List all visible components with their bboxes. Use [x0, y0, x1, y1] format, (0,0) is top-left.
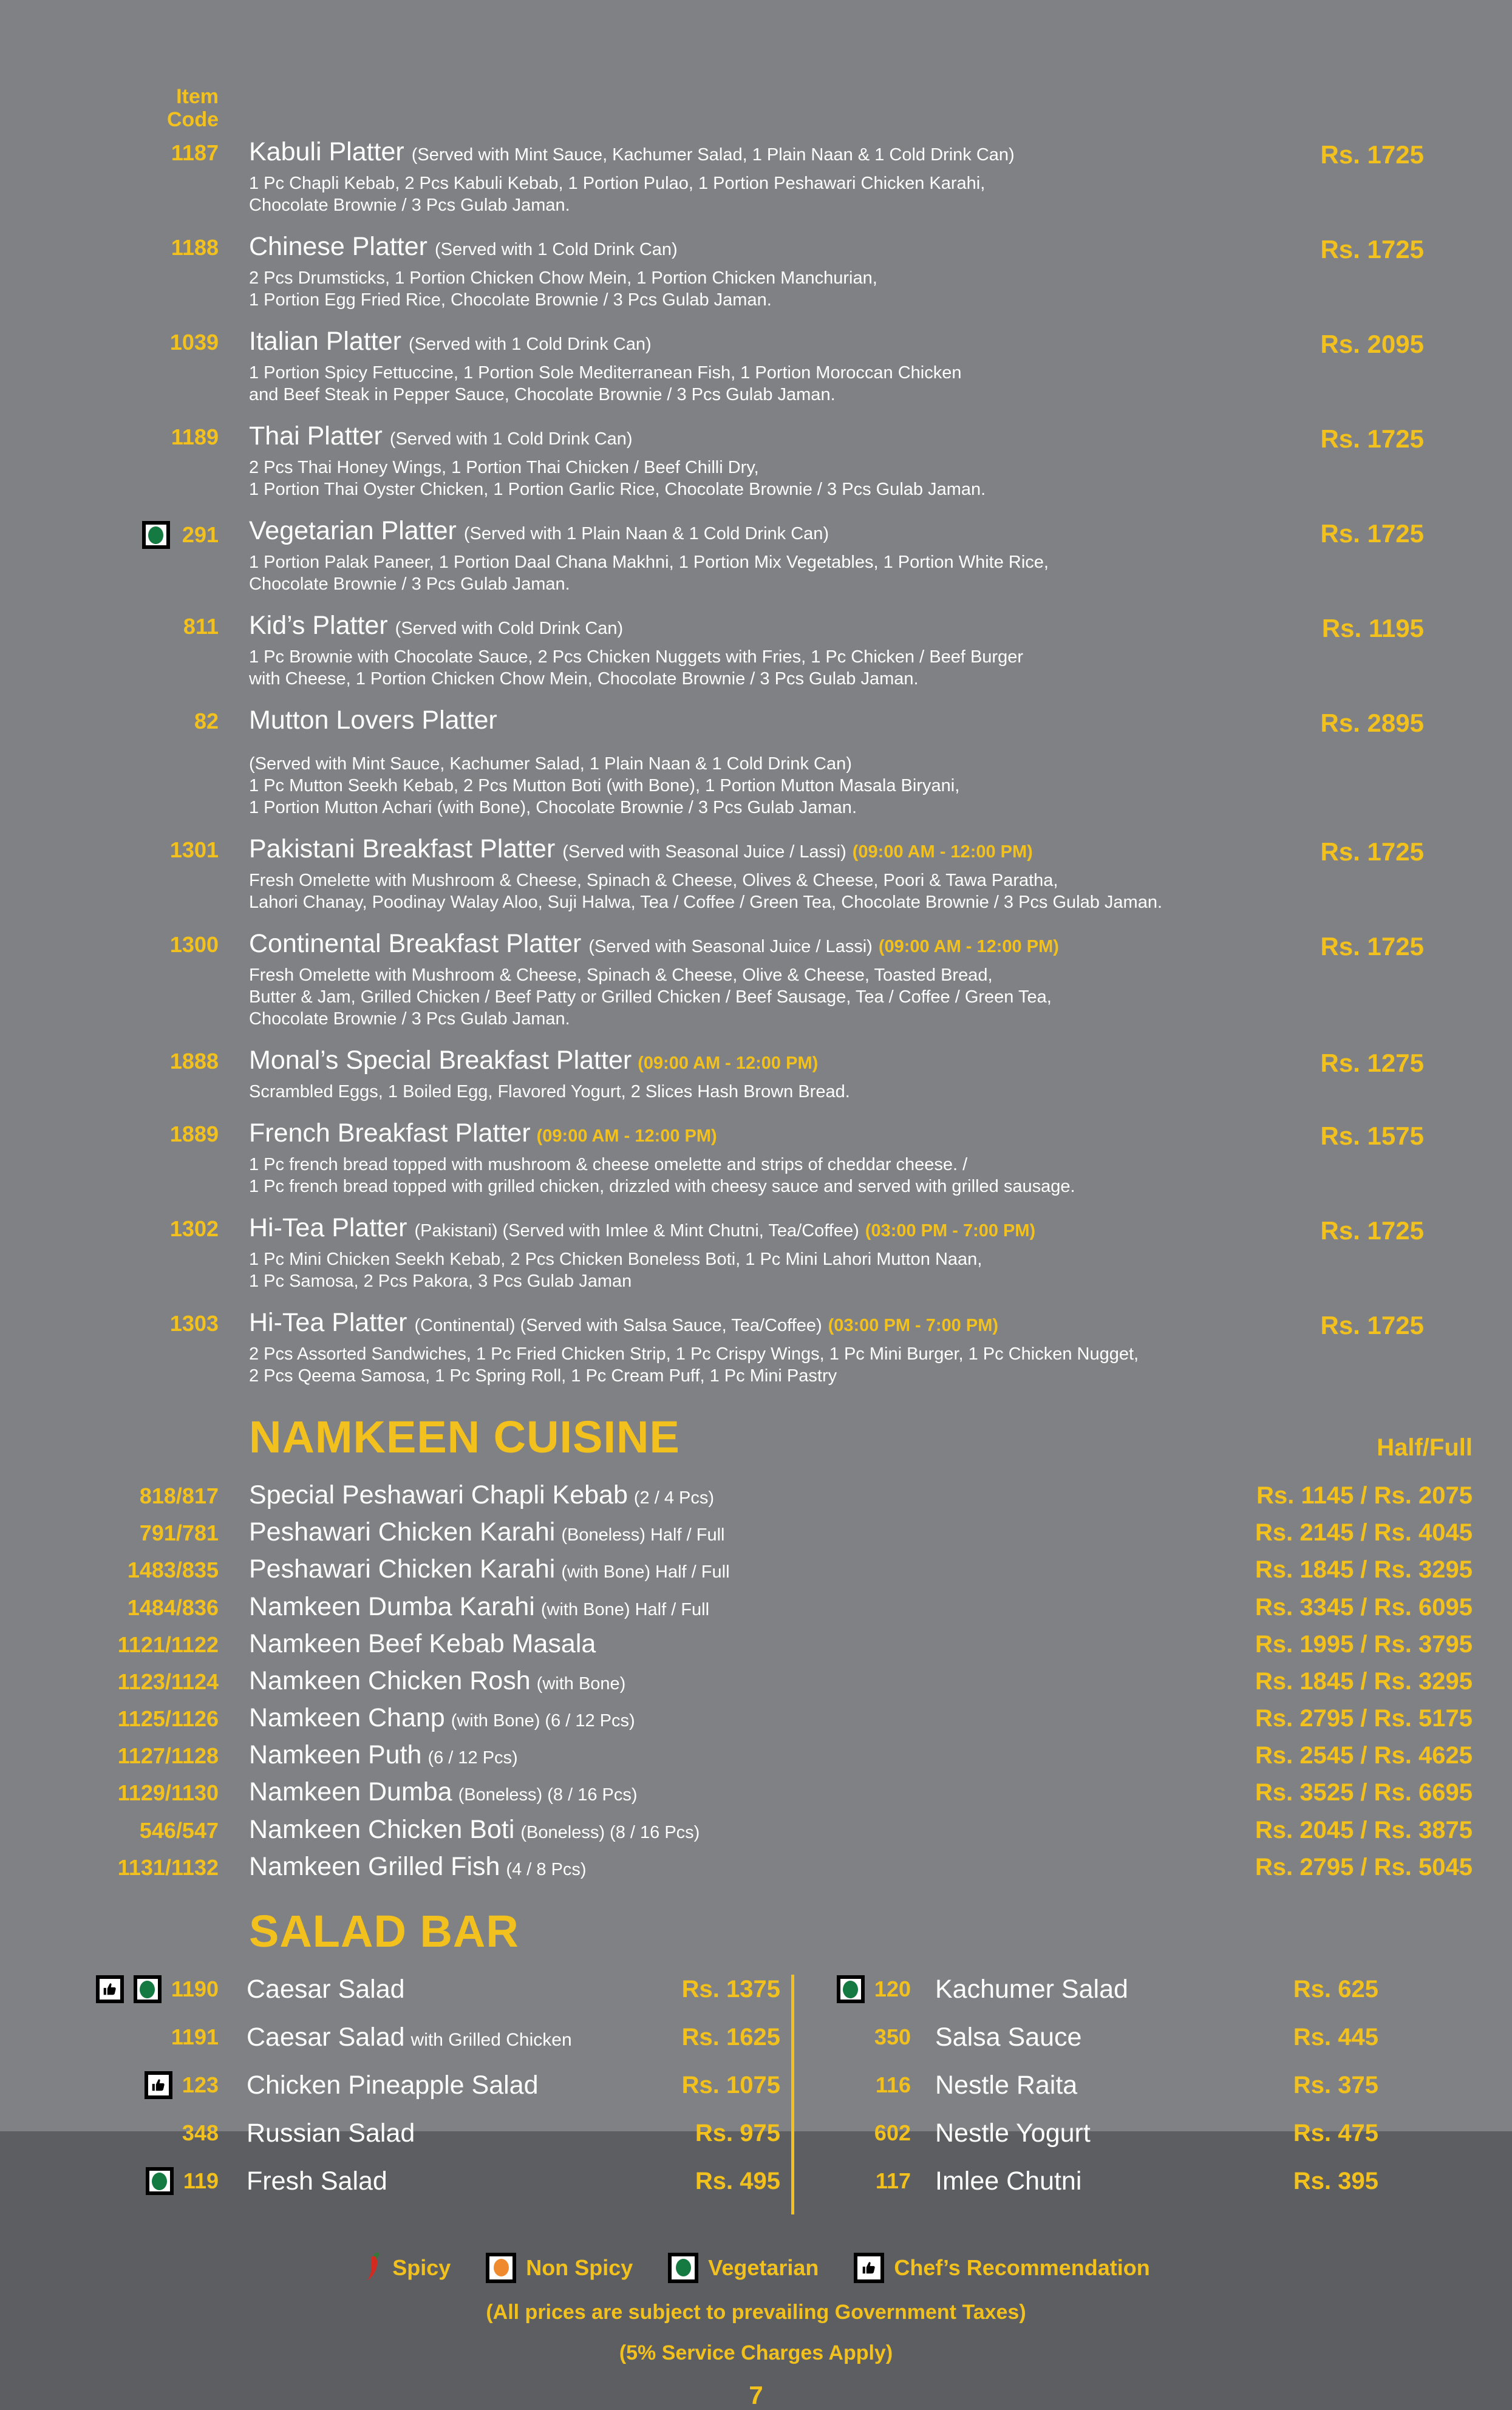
item-title: Continental Breakfast Platter — [249, 929, 582, 959]
item-title: Caesar Salad — [247, 1974, 405, 2004]
item-desc: 2 Pcs Qeema Samosa, 1 Pc Spring Roll, 1 Pc Cream Puff, 1 Pc Mini Pastry — [249, 1366, 837, 1386]
item-code: 1131/1132 — [117, 1854, 219, 1880]
item-qualifier: (2 / 4 Pcs) — [633, 1488, 715, 1508]
item-desc: 1 Pc Mini Chicken Seekh Kebab, 2 Pcs Chicken Boneless Boti, 1 Pc Mini Lahori Mutton Naan, — [249, 1250, 982, 1270]
item-desc: Fresh Omelette with Mushroom & Cheese, Spinach & Cheese, Olives & Cheese, Poori & Tawa Paratha, — [249, 871, 1058, 891]
vegetarian-icon — [142, 521, 170, 549]
menu-item-row — [36, 1308, 1424, 1387]
item-serving: (Served with Cold Drink Can) — [395, 619, 624, 639]
item-price: Rs. 2795 / Rs. 5175 — [1255, 1705, 1473, 1732]
item-desc: 1 Pc Mutton Seekh Kebab, 2 Pcs Mutton Boti (with Bone), 1 Portion Mutton Masala Biryani, — [249, 776, 960, 796]
namkeen-row — [36, 1666, 1473, 1695]
item-code: 350 — [874, 2024, 911, 2050]
namkeen-row — [36, 1554, 1473, 1584]
item-code: 1123/1124 — [117, 1669, 219, 1694]
item-qualifier: (with Bone) (6 / 12 Pcs) — [451, 1711, 635, 1731]
item-code: 1121/1122 — [117, 1632, 219, 1657]
item-price: Rs. 3525 / Rs. 6695 — [1255, 1779, 1473, 1806]
salad-row — [814, 2023, 1378, 2052]
item-title: Namkeen Beef Kebab Masala — [249, 1629, 596, 1658]
item-title: Fresh Salad — [247, 2166, 387, 2196]
item-title: Nestle Raita — [935, 2070, 1078, 2100]
legend-vegetarian-label: Vegetarian — [708, 2255, 819, 2280]
legend-chef — [854, 2253, 1149, 2283]
menu-item-row — [36, 1118, 1424, 1197]
item-code: 1301 — [169, 837, 219, 863]
item-qualifier: (4 / 8 Pcs) — [506, 1859, 587, 1879]
item-code: 1125/1126 — [117, 1706, 219, 1732]
item-code: 1191 — [171, 2024, 219, 2050]
item-title: Peshawari Chicken Karahi — [249, 1554, 556, 1584]
item-code: 119 — [183, 2168, 219, 2194]
item-desc: Chocolate Brownie / 3 Pcs Gulab Jaman. — [249, 1009, 570, 1029]
item-title: Namkeen Chicken Rosh — [249, 1666, 531, 1695]
vegetarian-icon — [134, 1975, 162, 2003]
item-code: 1484/836 — [127, 1595, 219, 1620]
item-serving: (Served with 1 Cold Drink Can) — [408, 335, 652, 355]
half-full-label: Half/Full — [1377, 1434, 1473, 1462]
item-price: Rs. 1375 — [681, 1975, 780, 2003]
item-price: Rs. 2895 — [1320, 709, 1424, 738]
item-price: Rs. 445 — [1293, 2023, 1378, 2051]
item-title: French Breakfast Platter — [249, 1118, 531, 1148]
menu-item-row — [36, 232, 1424, 311]
salad-left-column — [36, 1975, 794, 2214]
salad-row — [814, 1975, 1378, 2004]
salad-bar-title: SALAD BAR — [249, 1905, 519, 1956]
item-title: Italian Platter — [249, 327, 401, 356]
tax-note: (All prices are subject to prevailing Government Taxes) — [486, 2300, 1026, 2324]
item-price: Rs. 3345 / Rs. 6095 — [1255, 1593, 1473, 1621]
item-code: 1303 — [169, 1311, 219, 1336]
menu-item-row — [36, 929, 1424, 1030]
item-qualifier: with Grilled Chicken — [410, 2029, 572, 2050]
namkeen-row — [36, 1703, 1473, 1732]
item-code: 602 — [874, 2120, 911, 2146]
item-price: Rs. 1725 — [1320, 140, 1424, 169]
item-serving: (Served with Seasonal Juice / Lassi) — [588, 937, 873, 957]
item-serving: (Served with 1 Cold Drink Can) — [435, 240, 678, 260]
item-title: Imlee Chutni — [935, 2166, 1082, 2196]
item-code: 546/547 — [139, 1817, 219, 1843]
item-code: 1187 — [171, 140, 219, 166]
item-price: Rs. 1845 / Rs. 3295 — [1255, 1556, 1473, 1584]
item-title: Hi-Tea Platter — [249, 1308, 407, 1338]
item-code: 1127/1128 — [117, 1743, 219, 1769]
namkeen-row — [36, 1517, 1473, 1547]
item-title: Special Peshawari Chapli Kebab — [249, 1480, 628, 1510]
menu-item-row — [36, 137, 1424, 216]
item-title: Namkeen Grilled Fish — [249, 1851, 500, 1881]
item-desc: 1 Portion Mutton Achari (with Bone), Chocolate Brownie / 3 Pcs Gulab Jaman. — [249, 798, 857, 818]
legend-non-spicy — [486, 2253, 633, 2283]
spicy-chili-icon — [362, 2252, 383, 2284]
item-code: 116 — [875, 2072, 911, 2098]
item-desc: Butter & Jam, Grilled Chicken / Beef Patty or Grilled Chicken / Beef Sausage, Tea / Coffee / Green Tea, — [249, 987, 1052, 1007]
item-qualifier: (Boneless) (8 / 16 Pcs) — [458, 1785, 638, 1805]
item-code-header-line2: Code — [167, 108, 219, 132]
item-price: Rs. 1725 — [1320, 424, 1424, 454]
menu-item-row — [36, 706, 1424, 819]
namkeen-section-header — [36, 1412, 1473, 1463]
namkeen-row — [36, 1852, 1473, 1881]
item-price: Rs. 495 — [695, 2167, 780, 2194]
item-price: Rs. 2095 — [1320, 330, 1424, 359]
legend-vegetarian — [668, 2253, 819, 2283]
item-code: 791/781 — [139, 1520, 219, 1546]
item-desc: 1 Portion Egg Fried Rice, Chocolate Brownie / 3 Pcs Gulab Jaman. — [249, 290, 772, 310]
item-title: Chicken Pineapple Salad — [247, 2070, 539, 2100]
item-price: Rs. 1075 — [681, 2071, 780, 2099]
item-desc: 1 Portion Spicy Fettuccine, 1 Portion Sole Mediterranean Fish, 1 Portion Moroccan Chicken — [249, 363, 962, 383]
item-time: (03:00 PM - 7:00 PM) — [828, 1316, 999, 1336]
item-price: Rs. 1575 — [1320, 1122, 1424, 1151]
item-desc: 2 Pcs Thai Honey Wings, 1 Portion Thai Chicken / Beef Chilli Dry, — [249, 458, 759, 478]
item-desc: Chocolate Brownie / 3 Pcs Gulab Jaman. — [249, 574, 570, 594]
legend-non-spicy-label: Non Spicy — [526, 2255, 633, 2280]
item-price: Rs. 475 — [1293, 2119, 1378, 2146]
item-price: Rs. 2145 / Rs. 4045 — [1255, 1519, 1473, 1547]
item-title: Vegetarian Platter — [249, 516, 457, 546]
legend — [0, 2252, 1512, 2284]
salad-row — [36, 1975, 780, 2004]
namkeen-title: NAMKEEN CUISINE — [249, 1412, 680, 1463]
item-desc: and Beef Steak in Pepper Sauce, Chocolate Brownie / 3 Pcs Gulab Jaman. — [249, 385, 836, 405]
item-price: Rs. 1725 — [1320, 519, 1424, 548]
item-serving: (Served with Mint Sauce, Kachumer Salad, 1 Plain Naan & 1 Cold Drink Can) — [249, 754, 852, 774]
item-title: Kid’s Platter — [249, 611, 388, 641]
item-time: (09:00 AM - 12:00 PM) — [638, 1054, 819, 1074]
item-code-header-line1: Item — [176, 85, 219, 108]
salad-bar-columns — [36, 1975, 1378, 2214]
item-price: Rs. 1725 — [1320, 932, 1424, 961]
item-desc: with Cheese, 1 Portion Chicken Chow Mein, Chocolate Brownie / 3 Pcs Gulab Jaman. — [249, 669, 919, 689]
item-code: 811 — [183, 614, 219, 639]
item-price: Rs. 1725 — [1320, 837, 1424, 866]
item-serving: (Continental) (Served with Salsa Sauce, Tea/Coffee) — [414, 1316, 822, 1336]
item-qualifier: (with Bone) — [536, 1673, 626, 1693]
namkeen-row — [36, 1740, 1473, 1769]
item-qualifier: (with Bone) Half / Full — [561, 1562, 730, 1582]
item-price: Rs. 375 — [1293, 2071, 1378, 2099]
item-desc: 2 Pcs Drumsticks, 1 Portion Chicken Chow Mein, 1 Portion Chicken Manchurian, — [249, 268, 877, 288]
menu-item-row — [36, 611, 1424, 690]
item-code: 1188 — [171, 235, 219, 260]
item-title: Salsa Sauce — [935, 2022, 1082, 2052]
item-desc: Fresh Omelette with Mushroom & Cheese, Spinach & Cheese, Olive & Cheese, Toasted Bread, — [249, 965, 993, 985]
legend-chef-label: Chef’s Recommendation — [894, 2255, 1150, 2280]
item-serving: (Served with Mint Sauce, Kachumer Salad, 1 Plain Naan & 1 Cold Drink Can) — [411, 145, 1015, 165]
item-code: 1190 — [171, 1976, 219, 2002]
item-desc: 1 Pc Brownie with Chocolate Sauce, 2 Pcs Chicken Nuggets with Fries, 1 Pc Chicken / Beef Burger — [249, 647, 1023, 667]
menu-item-row — [36, 327, 1424, 406]
item-code: 82 — [194, 709, 219, 734]
item-desc: 1 Pc Chapli Kebab, 2 Pcs Kabuli Kebab, 1 Portion Pulao, 1 Portion Peshawari Chicken Karahi, — [249, 174, 986, 194]
item-desc: 1 Pc Samosa, 2 Pcs Pakora, 3 Pcs Gulab Jaman — [249, 1271, 632, 1292]
item-title: Pakistani Breakfast Platter — [249, 834, 556, 864]
item-serving: (Pakistani) (Served with Imlee & Mint Chutni, Tea/Coffee) — [414, 1221, 859, 1241]
item-desc: 1 Pc french bread topped with mushroom & cheese omelette and strips of cheddar cheese. / — [249, 1155, 968, 1175]
item-title: Hi-Tea Platter — [249, 1213, 407, 1243]
item-serving: (Served with 1 Cold Drink Can) — [389, 429, 633, 449]
non-spicy-icon — [486, 2253, 516, 2283]
item-price: Rs. 1275 — [1320, 1049, 1424, 1078]
item-code: 117 — [875, 2168, 911, 2194]
item-time: (09:00 AM - 12:00 PM) — [536, 1126, 717, 1146]
item-title: Namkeen Dumba — [249, 1777, 452, 1807]
page-number: 7 — [749, 2380, 763, 2409]
item-code: 291 — [182, 522, 219, 548]
item-code: 348 — [182, 2120, 219, 2146]
salad-row — [36, 2119, 780, 2148]
legend-spicy-label: Spicy — [392, 2255, 451, 2280]
item-price: Rs. 1725 — [1320, 235, 1424, 264]
item-price: Rs. 1145 / Rs. 2075 — [1256, 1482, 1473, 1510]
item-desc: 1 Portion Thai Oyster Chicken, 1 Portion Garlic Rice, Chocolate Brownie / 3 Pcs Gulab Jaman. — [249, 480, 986, 500]
item-price: Rs. 395 — [1293, 2167, 1378, 2194]
vegetarian-icon — [837, 1975, 865, 2003]
item-price: Rs. 2045 / Rs. 3875 — [1255, 1816, 1473, 1843]
item-price: Rs. 1725 — [1320, 1216, 1424, 1245]
item-desc: Chocolate Brownie / 3 Pcs Gulab Jaman. — [249, 196, 570, 216]
vegetarian-icon — [668, 2253, 698, 2283]
item-code: 1889 — [169, 1122, 219, 1147]
salad-row — [36, 2167, 780, 2196]
menu-item-row — [36, 1046, 1424, 1103]
salad-row — [814, 2071, 1378, 2100]
item-title: Namkeen Puth — [249, 1740, 422, 1770]
salad-row — [36, 2071, 780, 2100]
item-desc: 2 Pcs Assorted Sandwiches, 1 Pc Fried Chicken Strip, 1 Pc Crispy Wings, 1 Pc Mini Burger, 1 Pc Chicken Nugget, — [249, 1344, 1139, 1364]
namkeen-row — [36, 1815, 1473, 1844]
item-code: 818/817 — [139, 1483, 219, 1509]
item-price: Rs. 2795 / Rs. 5045 — [1255, 1853, 1473, 1881]
legend-spicy — [362, 2252, 451, 2284]
item-code: 120 — [874, 1976, 911, 2002]
namkeen-row — [36, 1480, 1473, 1510]
salad-row — [814, 2119, 1378, 2148]
service-charge-note: (5% Service Charges Apply) — [619, 2341, 893, 2364]
item-title: Nestle Yogurt — [935, 2118, 1091, 2148]
item-qualifier: (Boneless) (8 / 16 Pcs) — [520, 1822, 700, 1842]
item-title: Peshawari Chicken Karahi — [249, 1517, 556, 1547]
item-code: 123 — [182, 2072, 219, 2098]
item-price: Rs. 1725 — [1320, 1311, 1424, 1340]
item-qualifier: (Boneless) Half / Full — [561, 1525, 725, 1545]
namkeen-row — [36, 1629, 1473, 1658]
item-serving: (Served with Seasonal Juice / Lassi) — [562, 842, 846, 862]
item-time: (09:00 AM - 12:00 PM) — [852, 842, 1033, 862]
item-code: 1888 — [169, 1049, 219, 1074]
item-title: Thai Platter — [249, 421, 383, 451]
vegetarian-icon — [146, 2167, 174, 2195]
item-title: Chinese Platter — [249, 232, 427, 262]
item-title: Monal’s Special Breakfast Platter — [249, 1046, 632, 1075]
salad-right-column — [794, 1975, 1378, 2214]
item-title: Namkeen Dumba Karahi — [249, 1591, 535, 1621]
item-title: Kachumer Salad — [935, 1974, 1128, 2004]
item-title: Caesar Salad — [247, 2022, 405, 2052]
item-price: Rs. 1995 / Rs. 3795 — [1255, 1630, 1473, 1658]
chef-recommendation-icon — [145, 2071, 172, 2099]
item-time: (03:00 PM - 7:00 PM) — [865, 1221, 1036, 1241]
item-price: Rs. 2545 / Rs. 4625 — [1255, 1742, 1473, 1769]
menu-item-row — [36, 421, 1424, 500]
item-code: 1302 — [169, 1216, 219, 1242]
salad-row — [36, 2023, 780, 2052]
item-qualifier: (with Bone) Half / Full — [540, 1599, 710, 1619]
namkeen-row — [36, 1777, 1473, 1806]
item-price: Rs. 1845 / Rs. 3295 — [1255, 1667, 1473, 1695]
item-code-header — [36, 85, 219, 131]
item-code: 1129/1130 — [117, 1780, 219, 1806]
item-title: Kabuli Platter — [249, 137, 404, 167]
item-code: 1039 — [169, 330, 219, 355]
item-desc: 1 Pc french bread topped with grilled chicken, drizzled with cheesy sauce and served with grilled sausage. — [249, 1177, 1075, 1197]
item-time: (09:00 AM - 12:00 PM) — [878, 937, 1059, 957]
menu-item-row — [36, 516, 1424, 595]
item-title: Mutton Lovers Platter — [249, 706, 497, 735]
menu-item-row — [36, 1213, 1424, 1292]
item-code: 1300 — [169, 932, 219, 958]
salad-row — [814, 2167, 1378, 2196]
menu-item-row — [36, 834, 1424, 913]
chef-recommendation-icon — [96, 1975, 124, 2003]
item-price: Rs. 1195 — [1321, 614, 1424, 643]
item-title: Namkeen Chicken Boti — [249, 1814, 515, 1844]
item-qualifier: (6 / 12 Pcs) — [427, 1748, 518, 1768]
item-price: Rs. 1625 — [681, 2023, 780, 2051]
item-title: Namkeen Chanp — [249, 1703, 445, 1733]
item-code: 1483/835 — [127, 1557, 219, 1583]
chef-recommendation-icon — [854, 2253, 884, 2283]
item-desc: Lahori Chanay, Poodinay Walay Aloo, Suji Halwa, Tea / Coffee / Green Tea, Chocolate Brownie / 3 Pcs Gulab Jaman. — [249, 893, 1163, 913]
item-desc: 1 Portion Palak Paneer, 1 Portion Daal Chana Makhni, 1 Portion Mix Vegetables, 1 Portion White Rice, — [249, 553, 1049, 573]
item-serving: (Served with 1 Plain Naan & 1 Cold Drink Can) — [463, 524, 829, 544]
salad-bar-section-header — [36, 1905, 1473, 1956]
item-price: Rs. 625 — [1293, 1975, 1378, 2003]
namkeen-row — [36, 1592, 1473, 1621]
item-desc: Scrambled Eggs, 1 Boiled Egg, Flavored Yogurt, 2 Slices Hash Brown Bread. — [249, 1082, 850, 1102]
item-title: Russian Salad — [247, 2118, 415, 2148]
item-code: 1189 — [171, 424, 219, 450]
item-price: Rs. 975 — [695, 2119, 780, 2146]
